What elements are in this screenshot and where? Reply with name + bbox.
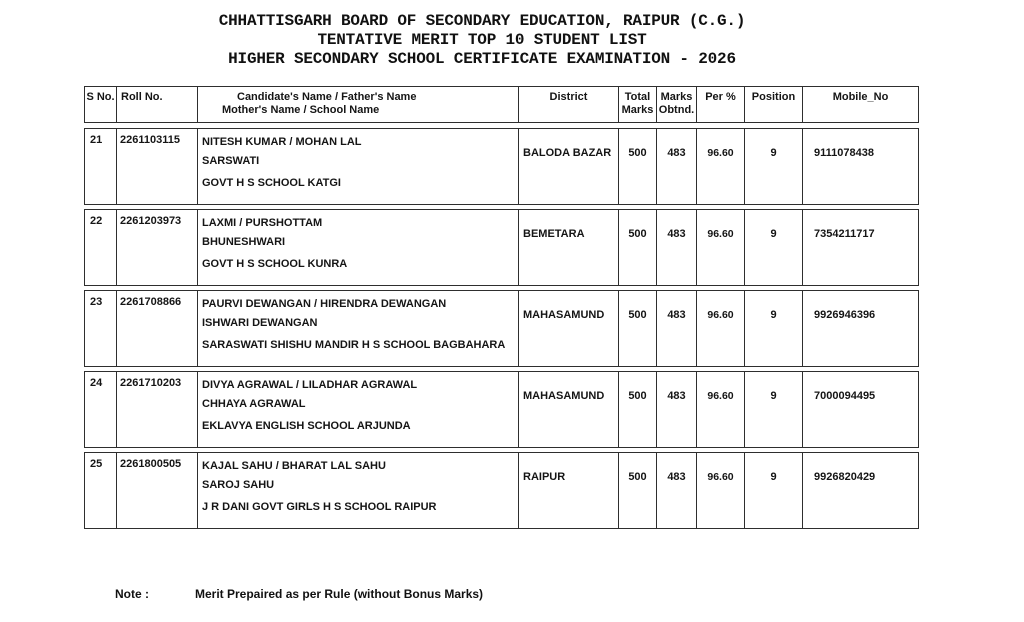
mother-name: SAROJ SAHU — [202, 479, 275, 491]
header-roll-no: Roll No. — [116, 87, 197, 122]
header-candidate-father: Candidate's Name / Father's Name — [237, 91, 417, 103]
header-total-marks: Total Marks — [618, 87, 656, 122]
merit-list-title: TENTATIVE MERIT TOP 10 STUDENT LIST — [317, 31, 647, 49]
school-name: SARASWATI SHISHU MANDIR H S SCHOOL BAGBAHARA — [202, 339, 506, 351]
cell-position: 9 — [744, 453, 802, 528]
cell-roll-no: 2261203973 — [116, 210, 197, 285]
header-mobile-no: Mobile_No — [802, 87, 918, 122]
mother-name: CHHAYA AGRAWAL — [202, 398, 306, 410]
note-label: Note : — [115, 587, 149, 601]
cell-marks-obtained: 483 — [656, 372, 696, 447]
candidate-father-name: LAXMI / PURSHOTTAM — [202, 217, 323, 229]
cell-marks-obtained: 483 — [656, 291, 696, 366]
cell-district: BEMETARA — [518, 210, 618, 285]
cell-roll-no: 2261710203 — [116, 372, 197, 447]
cell-district: BALODA BAZAR — [518, 129, 618, 204]
document-title-block — [0, 12, 964, 69]
cell-mobile-no: 9926820429 — [802, 453, 918, 528]
header-s-no: S No. — [86, 91, 115, 103]
mother-name: BHUNESHWARI — [202, 236, 286, 248]
cell-percent: 96.60 — [696, 129, 744, 204]
table-row — [84, 128, 919, 205]
cell-percent: 96.60 — [696, 210, 744, 285]
cell-candidate-details — [197, 291, 518, 366]
cell-percent: 96.60 — [696, 372, 744, 447]
mother-name: ISHWARI DEWANGAN — [202, 317, 318, 329]
cell-position: 9 — [744, 291, 802, 366]
cell-candidate-details — [197, 372, 518, 447]
header-position: Position — [744, 87, 802, 122]
cell-s-no: 22 — [90, 215, 103, 227]
cell-position: 9 — [744, 372, 802, 447]
cell-mobile-no: 7354211717 — [802, 210, 918, 285]
cell-marks-obtained: 483 — [656, 129, 696, 204]
cell-candidate-details — [197, 210, 518, 285]
cell-percent: 96.60 — [696, 453, 744, 528]
footer-note — [115, 587, 483, 601]
table-row — [84, 371, 919, 448]
cell-district: MAHASAMUND — [518, 372, 618, 447]
table-row — [84, 209, 919, 286]
school-name: GOVT H S SCHOOL KUNRA — [202, 258, 348, 270]
cell-position: 9 — [744, 210, 802, 285]
cell-total-marks: 500 — [618, 291, 656, 366]
cell-total-marks: 500 — [618, 210, 656, 285]
cell-candidate-details — [197, 129, 518, 204]
school-name: J R DANI GOVT GIRLS H S SCHOOL RAIPUR — [202, 501, 437, 513]
table-row — [84, 290, 919, 367]
mother-name: SARSWATI — [202, 155, 260, 167]
merit-table — [84, 86, 919, 533]
school-name: GOVT H S SCHOOL KATGI — [202, 177, 341, 189]
cell-percent: 96.60 — [696, 291, 744, 366]
header-candidate-name — [197, 87, 518, 122]
candidate-father-name: DIVYA AGRAWAL / LILADHAR AGRAWAL — [202, 379, 418, 391]
cell-marks-obtained: 483 — [656, 210, 696, 285]
cell-position: 9 — [744, 129, 802, 204]
cell-total-marks: 500 — [618, 372, 656, 447]
header-mother-school: Mother's Name / School Name — [222, 104, 380, 116]
cell-mobile-no: 9111078438 — [802, 129, 918, 204]
cell-mobile-no: 7000094495 — [802, 372, 918, 447]
header-district: District — [518, 87, 618, 122]
cell-candidate-details — [197, 453, 518, 528]
candidate-father-name: PAURVI DEWANGAN / HIRENDRA DEWANGAN — [202, 298, 447, 310]
cell-s-no: 23 — [90, 296, 103, 308]
cell-district: MAHASAMUND — [518, 291, 618, 366]
cell-s-no: 24 — [90, 377, 103, 389]
cell-district: RAIPUR — [518, 453, 618, 528]
cell-s-no: 21 — [90, 134, 103, 146]
table-header-row — [84, 86, 919, 123]
school-name: EKLAVYA ENGLISH SCHOOL ARJUNDA — [202, 420, 411, 432]
board-name-title: CHHATTISGARH BOARD OF SECONDARY EDUCATION, RAIPUR (C.G.) — [218, 12, 746, 30]
cell-roll-no: 2261708866 — [116, 291, 197, 366]
candidate-father-name: NITESH KUMAR / MOHAN LAL — [202, 136, 362, 148]
cell-marks-obtained: 483 — [656, 453, 696, 528]
examination-title: HIGHER SECONDARY SCHOOL CERTIFICATE EXAMINATION - 2026 — [228, 50, 736, 68]
cell-roll-no: 2261800505 — [116, 453, 197, 528]
cell-mobile-no: 9926946396 — [802, 291, 918, 366]
cell-total-marks: 500 — [618, 453, 656, 528]
candidate-father-name: KAJAL SAHU / BHARAT LAL SAHU — [202, 460, 386, 472]
cell-s-no: 25 — [90, 458, 103, 470]
note-text: Merit Prepaired as per Rule (without Bonus Marks) — [195, 587, 484, 601]
header-marks-obtained: Marks Obtnd. — [656, 87, 696, 122]
header-percent: Per % — [696, 87, 744, 122]
cell-roll-no: 2261103115 — [116, 129, 197, 204]
table-row — [84, 452, 919, 529]
cell-total-marks: 500 — [618, 129, 656, 204]
